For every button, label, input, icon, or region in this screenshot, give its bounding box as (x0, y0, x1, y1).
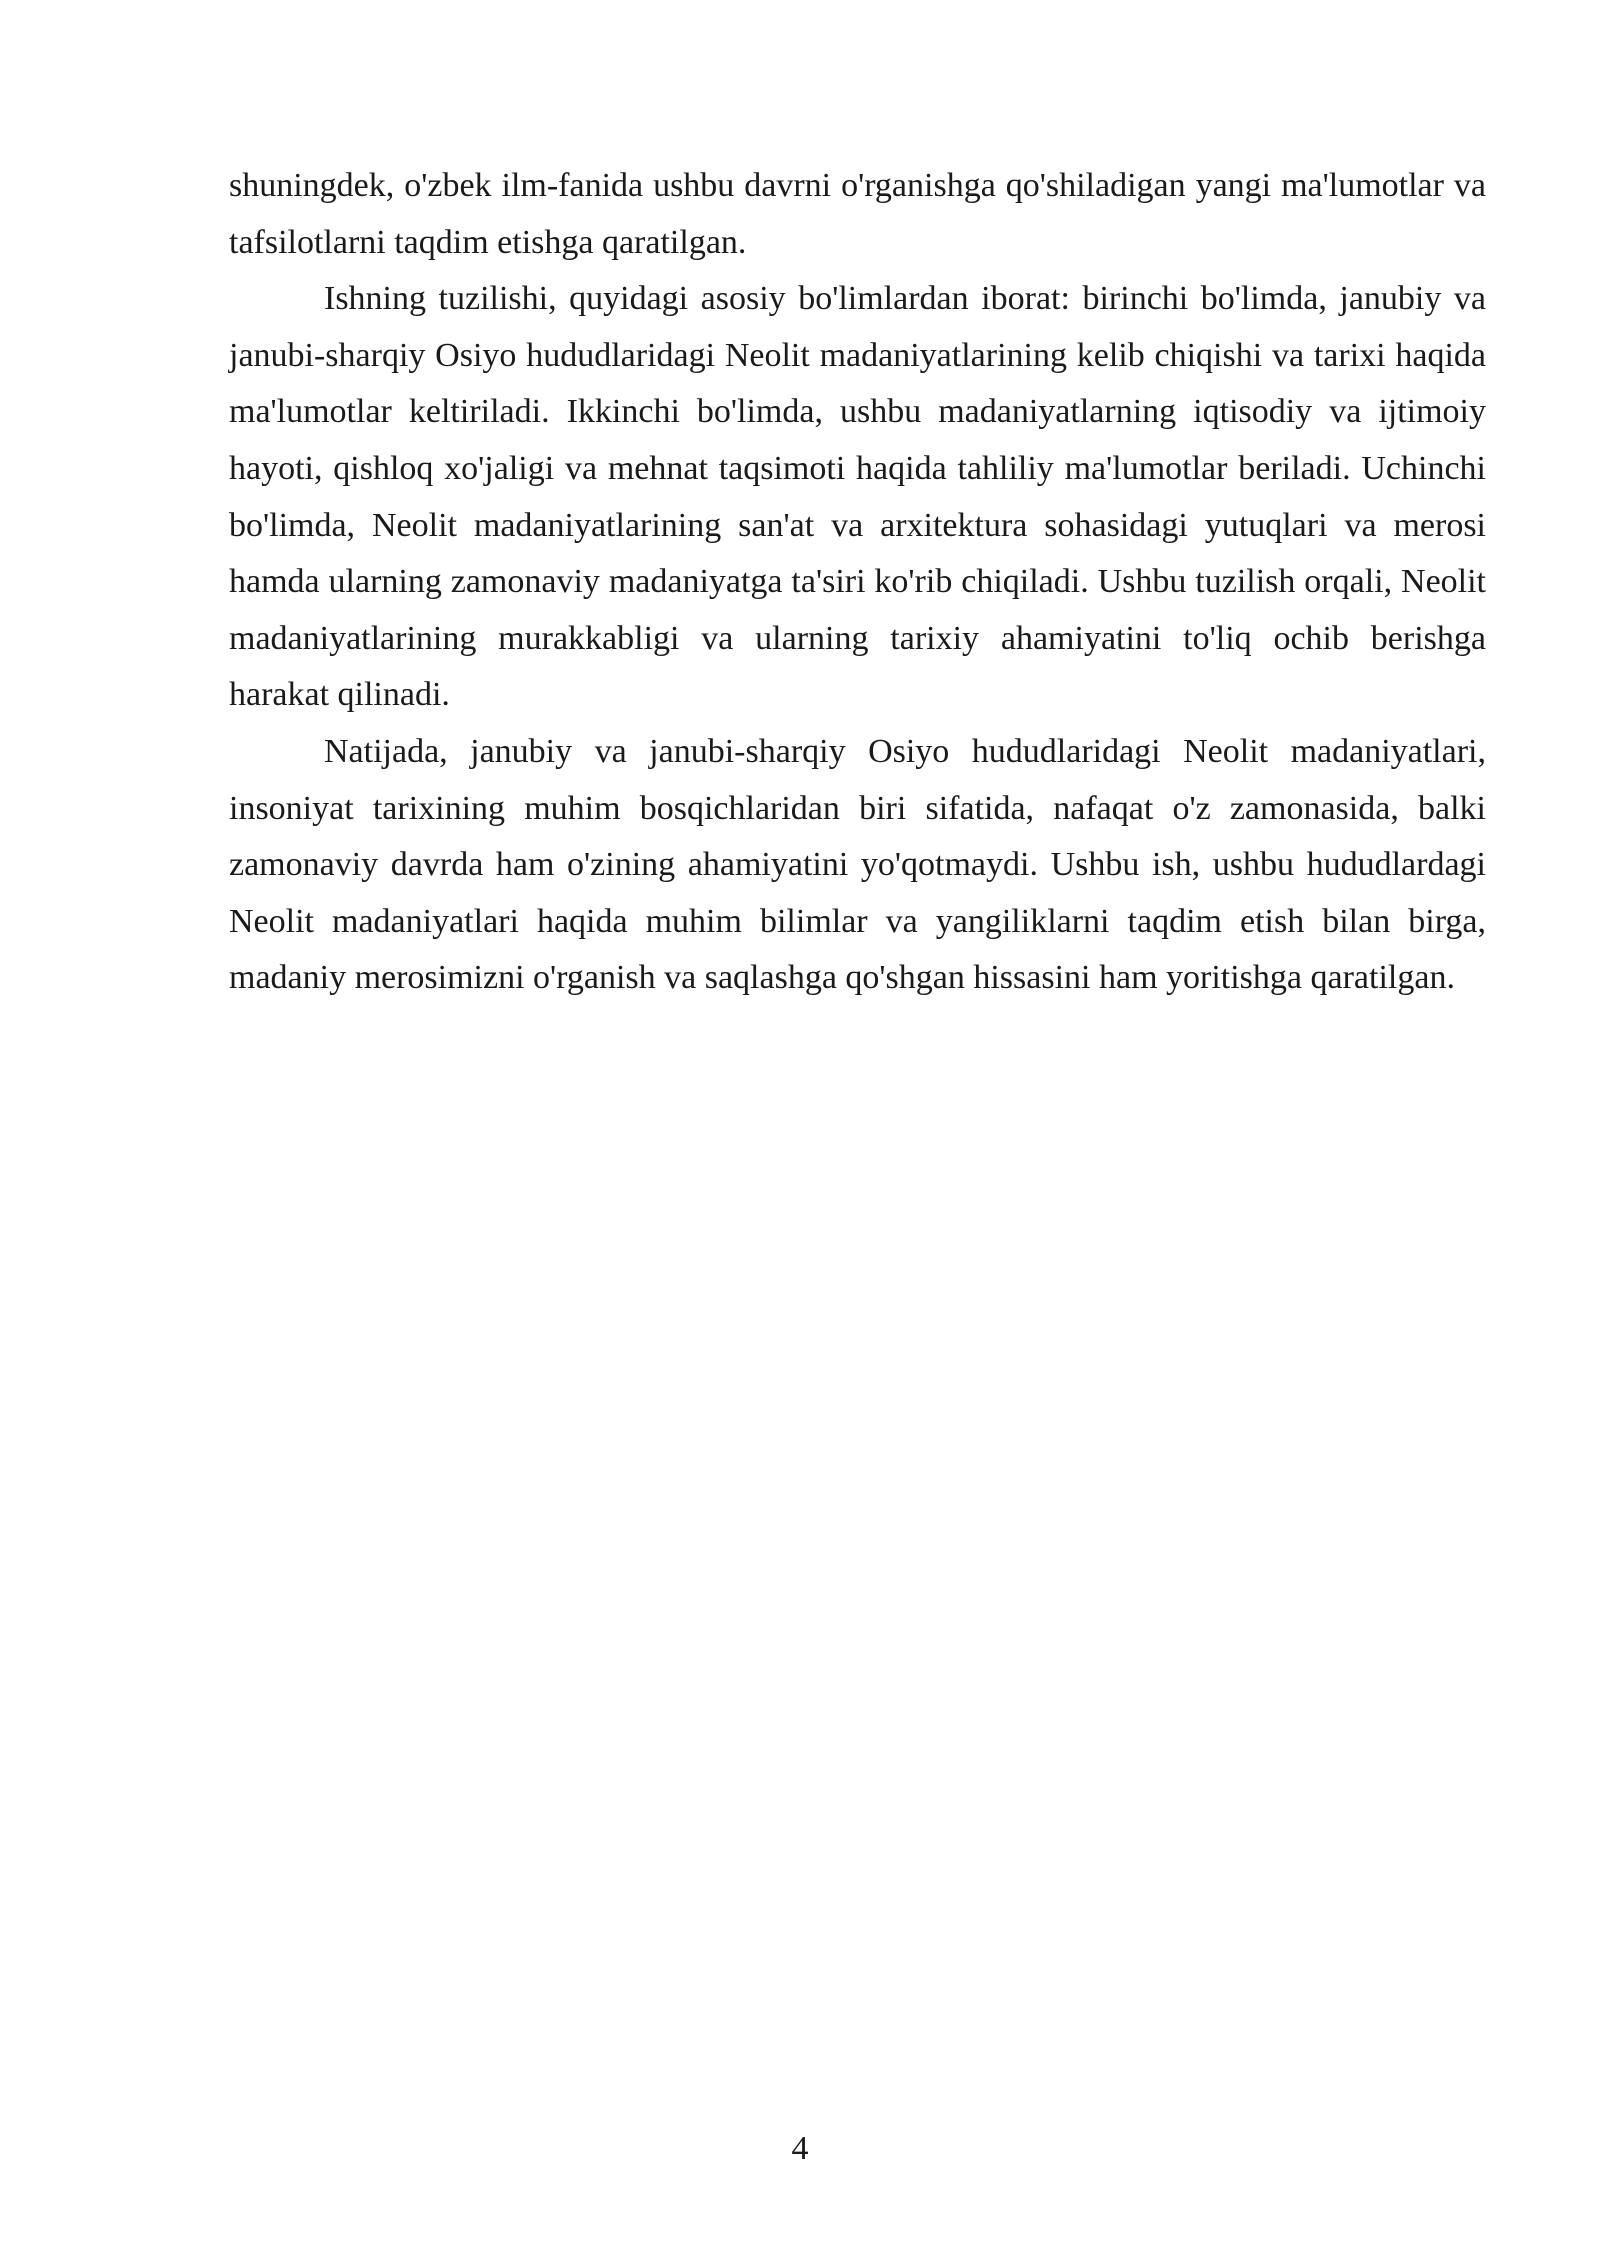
document-body (229, 158, 1486, 1007)
paragraph-conclusion: Natijada, janubiy va janubi-sharqiy Osiyo hududlaridagi Neolit madaniyatlari, insoniyat tarixining muhim bosqichlaridan biri sifatida, nafaqat o'z zamonasida, balki zamonaviy davrda ham o'zining ahamiyatini yo'qotmaydi. Ushbu ish, ushbu hududlardagi Neolit madaniyatlari haqida muhim bilimlar va yangiliklarni taqdim etish bilan birga, madaniy merosimizni o'rganish va saqlashga qo'shgan hissasini ham yoritishga qaratilgan. (229, 732, 1486, 997)
paragraph-structure: Ishning tuzilishi, quyidagi asosiy bo'limlardan iborat: birinchi bo'limda, janubiy va janubi-sharqiy Osiyo hududlaridagi Neolit madaniyatlarining kelib chiqishi va tarixi haqida ma'lumotlar keltiriladi. Ikkinchi bo'limda, ushbu madaniyatlarning iqtisodiy va ijtimoiy hayoti, qishloq xo'jaligi va mehnat taqsimoti haqida tahliliy ma'lumotlar beriladi. Uchinchi bo'limda, Neolit madaniyatlarining san'at va arxitektura sohasidagi yutuqlari va merosi hamda ularning zamonaviy madaniyatga ta'siri ko'rib chiqiladi. Ushbu tuzilish orqali, Neolit madaniyatlarining murakkabligi va ularning tarixiy ahamiyatini to'liq ochib berishga harakat qilinadi. (229, 280, 1486, 714)
page-number: 4 (791, 2130, 809, 2167)
paragraph-continuation: shuningdek, o'zbek ilm-fanida ushbu davrni o'rganishga qo'shiladigan yangi ma'lumotlar va tafsilotlarni taqdim etishga qaratilgan. (229, 167, 1486, 261)
